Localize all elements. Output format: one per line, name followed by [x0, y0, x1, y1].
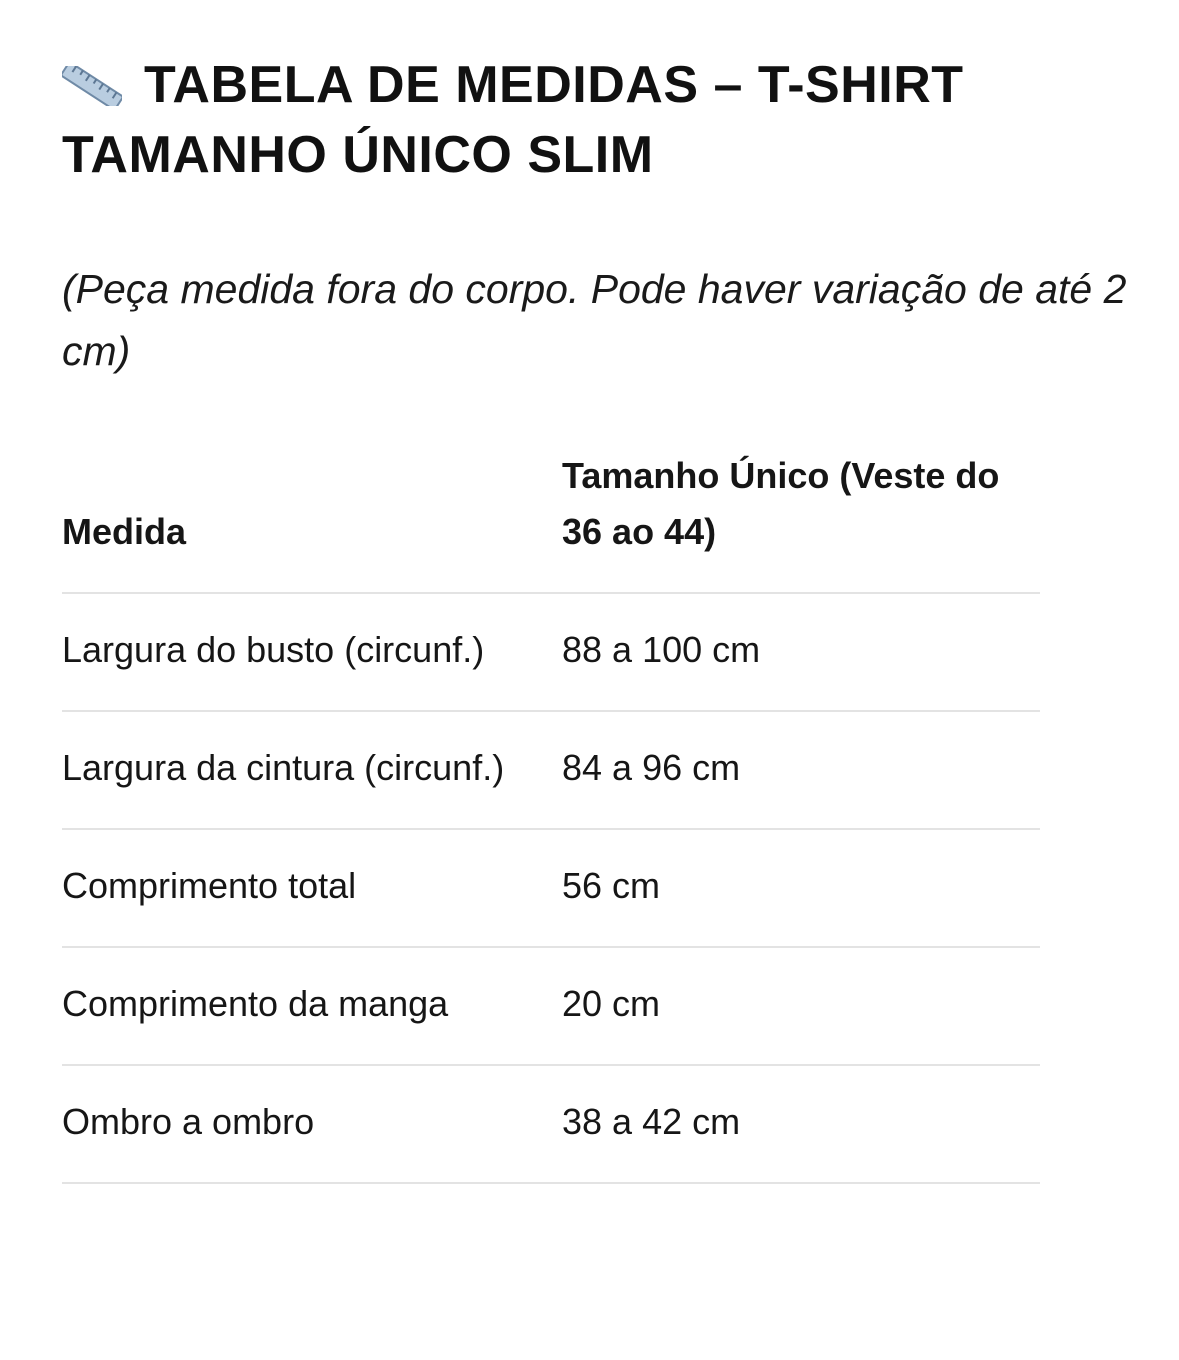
column-header-size: Tamanho Único (Veste do 36 ao 44) — [562, 448, 1040, 593]
measure-value: 38 a 42 cm — [562, 1065, 1040, 1183]
table-row — [62, 1065, 1040, 1183]
measure-value: 88 a 100 cm — [562, 593, 1040, 711]
table-row — [62, 593, 1040, 711]
measure-name: Largura da cintura (circunf.) — [62, 711, 562, 829]
measure-value: 56 cm — [562, 829, 1040, 947]
measure-value: 84 a 96 cm — [562, 711, 1040, 829]
measure-name: Comprimento da manga — [62, 947, 562, 1065]
page-title — [62, 50, 1122, 190]
table-row — [62, 711, 1040, 829]
measurement-table — [62, 448, 1040, 1184]
table-row — [62, 829, 1040, 947]
table-row — [62, 947, 1040, 1065]
measure-name: Comprimento total — [62, 829, 562, 947]
measure-name: Largura do busto (circunf.) — [62, 593, 562, 711]
measure-name: Ombro a ombro — [62, 1065, 562, 1183]
table-header-row — [62, 448, 1040, 593]
title-text: TABELA DE MEDIDAS – T-SHIRT TAMANHO ÚNICO SLIM — [62, 56, 964, 184]
measure-value: 20 cm — [562, 947, 1040, 1065]
measurement-note: (Peça medida fora do corpo. Pode haver variação de até 2 cm) — [62, 266, 1127, 374]
column-header-measure: Medida — [62, 448, 562, 593]
ruler-icon — [62, 66, 122, 106]
